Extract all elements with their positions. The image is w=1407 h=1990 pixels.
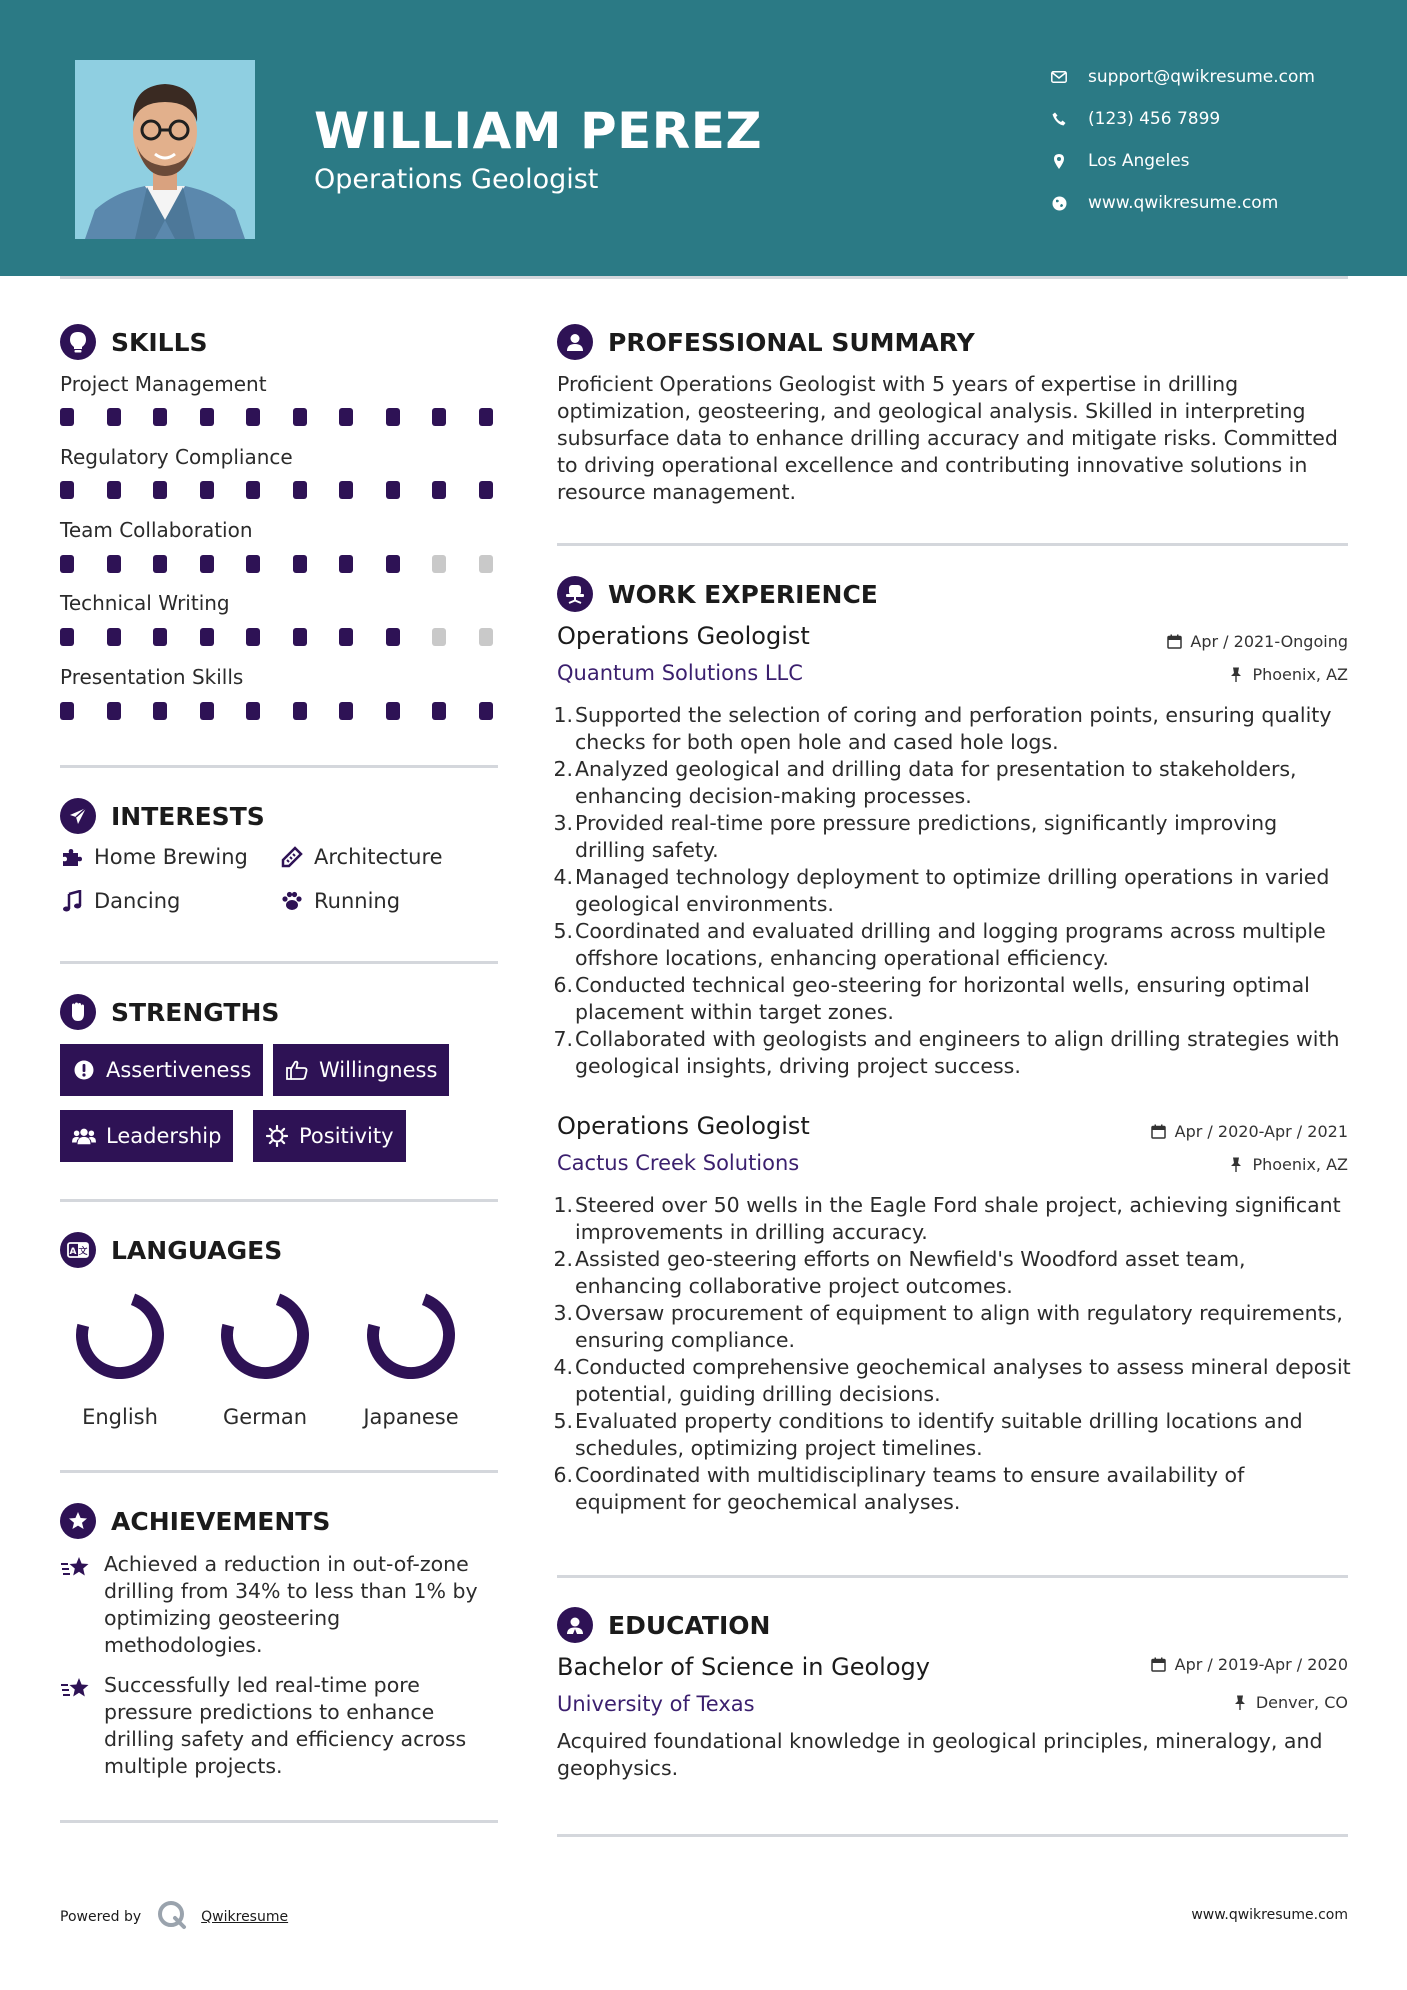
contact-phone-text: (123) 456 7899 <box>1088 109 1221 129</box>
job-bullet: 7. Collaborated with geologists and engineers to align drilling strategies with geological insights, driving project success. <box>553 1027 1340 1078</box>
contact-location-text: Los Angeles <box>1088 151 1190 171</box>
company-name: Quantum Solutions LLC <box>557 661 803 685</box>
skill-rating <box>60 555 500 573</box>
skill-dot <box>107 408 121 426</box>
skill-dot <box>107 555 121 573</box>
skill-dot <box>386 408 400 426</box>
thumbs-up-icon <box>285 1058 309 1082</box>
interest-item <box>60 845 248 869</box>
interests-heading <box>60 798 265 834</box>
skill-name: Presentation Skills <box>60 665 244 689</box>
interests-title: INTERESTS <box>111 801 265 831</box>
language-level-arc <box>227 1299 303 1373</box>
skill-dot <box>107 628 121 646</box>
strength-badge <box>60 1110 233 1162</box>
job-dates <box>1151 1122 1348 1141</box>
strength-label: Leadership <box>106 1124 222 1148</box>
skill-dot <box>60 628 74 646</box>
powered-by-label: Powered by <box>60 1909 142 1925</box>
skill-dot <box>479 628 493 646</box>
skill-dot <box>339 628 353 646</box>
achievement-text: Successfully led real-time pore pressure predictions to enhance drilling safety and efficiency across multiple projects. <box>104 1673 467 1778</box>
education-heading <box>557 1607 770 1643</box>
job-title: Operations Geologist <box>557 622 810 650</box>
skill-dot <box>432 702 446 720</box>
users-icon <box>72 1124 96 1148</box>
contact-email-text: support@qwikresume.com <box>1088 67 1315 87</box>
skill-dot <box>432 481 446 499</box>
skill-dot <box>432 628 446 646</box>
skill-dot <box>339 408 353 426</box>
section-divider <box>60 765 498 768</box>
phone-icon <box>1050 110 1068 128</box>
interest-item <box>280 845 443 869</box>
skill-dot <box>386 628 400 646</box>
skill-dot <box>479 555 493 573</box>
skill-dot <box>246 702 260 720</box>
job-title: Operations Geologist <box>557 1112 810 1140</box>
section-divider <box>60 961 498 964</box>
education-dates <box>1151 1655 1348 1674</box>
skill-name: Technical Writing <box>60 591 230 615</box>
summary-heading <box>557 324 975 360</box>
skill-dot <box>293 555 307 573</box>
languages-heading <box>60 1232 282 1268</box>
skill-dot <box>246 628 260 646</box>
skill-dot <box>339 702 353 720</box>
lightbulb-icon <box>60 324 96 360</box>
strength-badge <box>60 1044 263 1096</box>
footer-powered-by <box>60 1900 288 1934</box>
job-bullet: 5. Coordinated and evaluated drilling and logging programs across multiple offshore locations, enhancing operational efficiency. <box>553 919 1326 970</box>
job-location-text: Phoenix, AZ <box>1252 1155 1348 1174</box>
job-location-text: Phoenix, AZ <box>1252 665 1348 684</box>
skill-dot <box>200 702 214 720</box>
language-item <box>346 1285 476 1429</box>
school-name: University of Texas <box>557 1692 755 1716</box>
sun-icon <box>265 1124 289 1148</box>
skill-name: Team Collaboration <box>60 518 253 542</box>
education-dates-text: Apr / 2019-Apr / 2020 <box>1174 1655 1348 1674</box>
job-bullet: 3. Oversaw procurement of equipment to align with regulatory requirements, ensuring compliance. <box>553 1301 1343 1352</box>
language-item <box>200 1285 330 1429</box>
section-divider <box>557 1834 1348 1837</box>
qwikresume-logo-icon <box>157 1900 187 1934</box>
graduate-icon <box>557 1607 593 1643</box>
header-divider <box>60 276 1348 279</box>
compass-drafting-icon <box>280 845 304 869</box>
skill-dot <box>60 481 74 499</box>
globe-icon <box>1050 194 1068 212</box>
job-bullet: 6. Conducted technical geo-steering for horizontal wells, ensuring optimal placement within target zones. <box>553 973 1310 1024</box>
language-level-arc <box>373 1299 449 1373</box>
skills-heading <box>60 324 208 360</box>
job-bullet: 2. Analyzed geological and drilling data for presentation to stakeholders, enhancing decision-making processes. <box>553 757 1297 808</box>
briefcase-chair-icon <box>557 576 593 612</box>
job-dates <box>1166 632 1348 651</box>
skill-dot <box>153 408 167 426</box>
skill-dot <box>246 481 260 499</box>
job-bullets <box>553 702 1352 1080</box>
summary-title: PROFESSIONAL SUMMARY <box>608 327 975 357</box>
achievement-item <box>60 1672 500 1782</box>
footer-url[interactable]: www.qwikresume.com <box>1191 1907 1348 1923</box>
calendar-icon <box>1151 1657 1167 1673</box>
skill-dot <box>246 555 260 573</box>
hand-icon <box>60 994 96 1030</box>
skill-dot <box>432 408 446 426</box>
achievement-item <box>60 1551 500 1661</box>
skills-title: SKILLS <box>111 327 208 357</box>
skill-dot <box>60 555 74 573</box>
degree-title: Bachelor of Science in Geology <box>557 1653 930 1681</box>
skill-dot <box>246 408 260 426</box>
job-bullet: 1. Supported the selection of coring and perforation points, ensuring quality checks for both open hole and cased hole logs. <box>553 703 1332 754</box>
skill-dot <box>293 702 307 720</box>
skill-dot <box>432 555 446 573</box>
section-divider <box>557 543 1348 546</box>
skill-dot <box>200 628 214 646</box>
job-bullets <box>553 1192 1352 1516</box>
job-location <box>1228 1155 1348 1174</box>
education-title: EDUCATION <box>608 1610 771 1640</box>
pushpin-icon <box>1228 1157 1244 1173</box>
pushpin-icon <box>1232 1695 1248 1711</box>
education-location-text: Denver, CO <box>1255 1693 1348 1712</box>
skill-dot <box>293 481 307 499</box>
contact-website[interactable] <box>1050 182 1390 224</box>
candidate-name: WILLIAM PEREZ <box>314 102 763 160</box>
contact-email[interactable] <box>1050 56 1390 98</box>
skill-dot <box>293 628 307 646</box>
experience-heading <box>557 576 878 612</box>
exclamation-circle-icon <box>72 1058 96 1082</box>
section-divider <box>557 1575 1348 1578</box>
skill-dot <box>200 481 214 499</box>
strength-badge <box>273 1044 449 1096</box>
education-location <box>1232 1693 1348 1712</box>
skill-dot <box>479 702 493 720</box>
shooting-star-icon <box>60 1676 92 1702</box>
pushpin-icon <box>1228 667 1244 683</box>
music-note-icon <box>60 889 84 913</box>
summary-text: Proficient Operations Geologist with 5 years of expertise in drilling optimization, geosteering, and geological analysis. Skilled in interpreting subsurface data to enhance drilling accuracy and mitigate risks. Committed to driving operational excellence and contributing innovative solutions in resource management. <box>557 372 1338 504</box>
job-bullet: 4. Conducted comprehensive geochemical analyses to assess mineral deposit potential, guiding drilling decisions. <box>553 1355 1351 1406</box>
job-location <box>1228 665 1348 684</box>
achievements-title: ACHIEVEMENTS <box>111 1506 331 1536</box>
section-divider <box>60 1470 498 1473</box>
svg-text:A: A <box>69 1247 77 1257</box>
strengths-heading <box>60 994 279 1030</box>
interest-item <box>280 889 400 913</box>
profile-photo <box>75 60 255 239</box>
skill-dot <box>479 408 493 426</box>
star-badge-icon <box>60 1503 96 1539</box>
language-level-ring <box>215 1285 315 1385</box>
strength-badge <box>253 1110 406 1162</box>
section-divider <box>60 1820 498 1823</box>
strength-label: Assertiveness <box>106 1058 252 1082</box>
job-bullet: 1. Steered over 50 wells in the Eagle Ford shale project, achieving significant improvements in drilling accuracy. <box>553 1193 1341 1244</box>
section-divider <box>60 1199 498 1202</box>
language-level-arc <box>82 1299 158 1373</box>
puzzle-icon <box>60 845 84 869</box>
interest-label: Dancing <box>94 889 181 913</box>
achievements-heading <box>60 1503 330 1539</box>
skill-dot <box>153 628 167 646</box>
interest-label: Architecture <box>314 845 443 869</box>
interest-item <box>60 889 180 913</box>
language-name: German <box>222 1405 308 1429</box>
skill-dot <box>60 702 74 720</box>
paw-icon <box>280 889 304 913</box>
language-level-ring <box>70 1285 170 1385</box>
map-marker-icon <box>1050 152 1068 170</box>
user-icon <box>557 324 593 360</box>
candidate-title: Operations Geologist <box>314 164 599 195</box>
skill-dot <box>153 555 167 573</box>
skill-dot <box>200 408 214 426</box>
job-bullet: 2. Assisted geo-steering efforts on Newfield's Woodford asset team, enhancing collaborative project outcomes. <box>553 1247 1246 1298</box>
skill-dot <box>153 702 167 720</box>
language-level-ring <box>361 1285 461 1385</box>
languages-title: LANGUAGES <box>111 1235 283 1265</box>
skill-dot <box>339 481 353 499</box>
qwikresume-link[interactable]: Qwikresume <box>201 1909 289 1925</box>
skill-dot <box>107 481 121 499</box>
svg-text:文: 文 <box>78 1247 88 1257</box>
skill-dot <box>153 481 167 499</box>
shooting-star-icon <box>60 1555 92 1581</box>
language-name: English <box>82 1405 158 1429</box>
language-icon <box>60 1232 96 1268</box>
interest-label: Home Brewing <box>94 845 248 869</box>
header-band <box>0 0 1407 276</box>
skill-dot <box>339 555 353 573</box>
skill-rating <box>60 481 500 499</box>
job-bullet: 3. Provided real-time pore pressure predictions, significantly improving drilling safety. <box>553 811 1278 862</box>
skill-name: Project Management <box>60 372 267 396</box>
strength-label: Willingness <box>319 1058 438 1082</box>
job-bullet: 5. Evaluated property conditions to identify suitable drilling locations and schedules, optimizing project timelines. <box>553 1409 1303 1460</box>
calendar-icon <box>1151 1124 1167 1140</box>
education-text: Acquired foundational knowledge in geological principles, mineralogy, and geophysics. <box>557 1729 1323 1780</box>
skill-name: Regulatory Compliance <box>60 445 293 469</box>
skill-dot <box>107 702 121 720</box>
strengths-title: STRENGTHS <box>111 997 280 1027</box>
skill-rating <box>60 408 500 426</box>
company-name: Cactus Creek Solutions <box>557 1151 800 1175</box>
job-bullet: 4. Managed technology deployment to optimize drilling operations in varied geological environments. <box>553 865 1330 916</box>
contact-location <box>1050 140 1390 182</box>
skill-dot <box>200 555 214 573</box>
skill-dot <box>60 408 74 426</box>
job-bullet: 6. Coordinated with multidisciplinary teams to ensure availability of equipment for geochemical analyses. <box>553 1463 1245 1514</box>
achievement-text: Achieved a reduction in out-of-zone drilling from 34% to less than 1% by optimizing geosteering methodologies. <box>104 1552 478 1657</box>
contact-list <box>1050 56 1390 224</box>
job-dates-text: Apr / 2021-Ongoing <box>1190 632 1348 651</box>
paper-plane-icon <box>60 798 96 834</box>
envelope-icon <box>1050 68 1068 86</box>
calendar-icon <box>1166 634 1182 650</box>
language-name: Japanese <box>363 1405 459 1429</box>
skill-dot <box>293 408 307 426</box>
contact-phone[interactable] <box>1050 98 1390 140</box>
experience-title: WORK EXPERIENCE <box>608 579 878 609</box>
skill-dot <box>386 702 400 720</box>
strength-label: Positivity <box>299 1124 394 1148</box>
interest-label: Running <box>314 889 401 913</box>
contact-website-text: www.qwikresume.com <box>1088 193 1279 213</box>
job-dates-text: Apr / 2020-Apr / 2021 <box>1174 1122 1348 1141</box>
skill-dot <box>386 481 400 499</box>
skill-rating <box>60 628 500 646</box>
skill-dot <box>386 555 400 573</box>
language-item <box>55 1285 185 1429</box>
skill-rating <box>60 702 500 720</box>
skill-dot <box>479 481 493 499</box>
